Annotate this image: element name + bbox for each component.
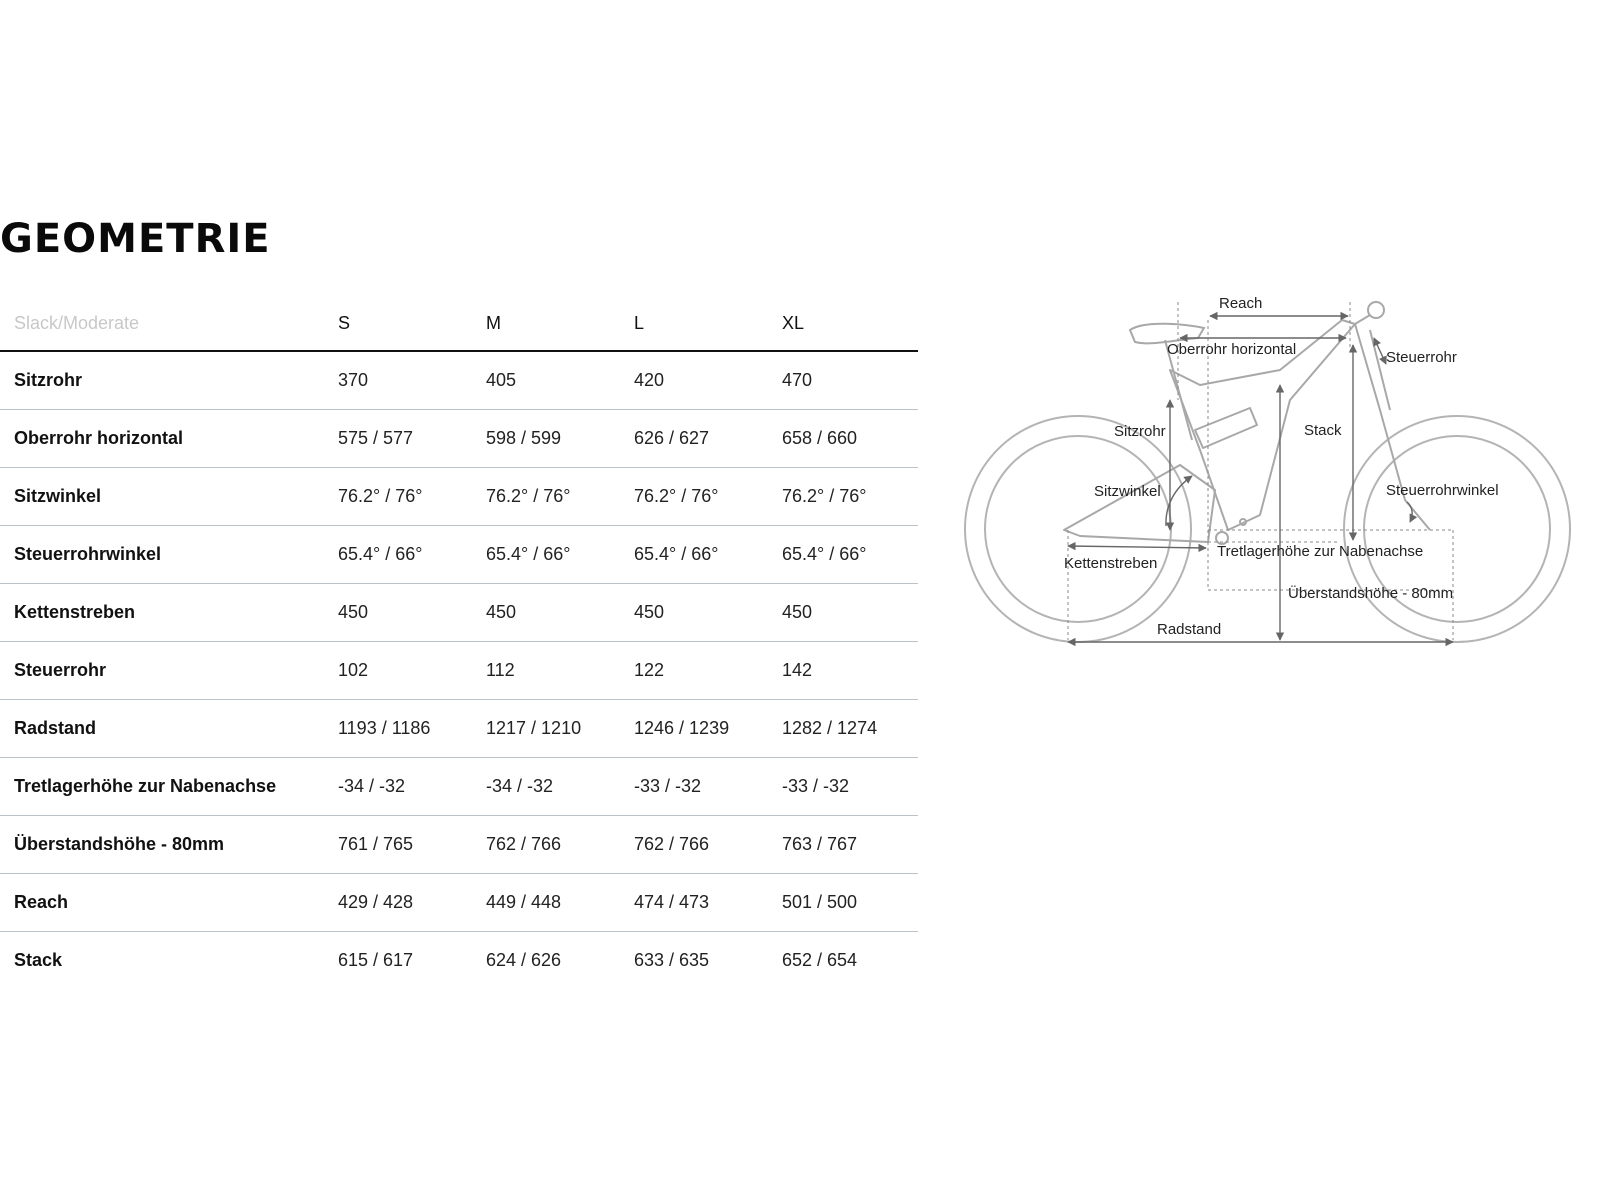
cell-value: 626 / 627 [634,410,782,468]
cell-value: 624 / 626 [486,950,562,970]
row-label: Steuerrohrwinkel [0,526,338,584]
row-label: Tretlagerhöhe zur Nabenachse [0,758,338,816]
table-row [0,468,918,526]
cell-value: 763 / 767 [782,816,918,874]
cell-value: 761 / 765 [338,816,486,874]
bike-illustration [960,290,1600,670]
cell-value: 575 / 577 [338,410,486,468]
label-chainstay: Kettenstreben [1064,555,1158,572]
cell-value: 370 [338,351,486,410]
cell-value: 762 / 766 [486,816,634,874]
cell-value: 615 / 617 [338,950,414,970]
page-title: GEOMETRIE [0,216,271,262]
cell-value: -33 / -32 [782,758,918,816]
row-label: Sitzrohr [0,351,338,410]
table-row [0,932,918,990]
table-row [0,874,918,932]
cell-value: 449 / 448 [486,874,634,932]
table-row [0,351,918,410]
label-stack: Stack [1304,422,1342,439]
cell-value: 102 [338,642,486,700]
cell-value: 76.2° / 76° [338,468,486,526]
cell-value: 450 [634,584,782,642]
cell-value: 112 [486,642,634,700]
cell-value: 142 [782,642,918,700]
cell-value: 450 [486,584,634,642]
label-seat-angle: Sitzwinkel [1094,483,1161,500]
row-label: Radstand [0,700,338,758]
bike-geometry-diagram [960,290,1600,670]
table-row [0,758,918,816]
cell-value: 65.4° / 66° [782,526,918,584]
cell-value: 501 / 500 [782,874,918,932]
row-label: Steuerrohr [0,642,338,700]
row-label: Kettenstreben [0,584,338,642]
label-wheelbase: Radstand [1157,621,1222,638]
row-label: Oberrohr horizontal [0,410,338,468]
handlebar [1355,302,1384,324]
cell-value: 405 [486,351,634,410]
cell-value: 470 [782,351,918,410]
label-seat-tube: Sitzrohr [1114,423,1166,440]
cell-value: 1246 / 1239 [634,700,782,758]
head-angle-arc [1407,502,1412,522]
rear-wheel [965,416,1191,642]
table-row [0,700,918,758]
cell-value: 1193 / 1186 [338,700,486,758]
chainstay-arrow [1068,546,1206,548]
cell-value: -34 / -32 [486,758,634,816]
table-row [0,584,918,642]
cell-value: 474 / 473 [634,874,782,932]
geometry-table [0,296,918,989]
variant-label: Slack/Moderate [0,296,338,351]
size-header-s: S [338,296,486,351]
cell-value: 76.2° / 76° [782,468,918,526]
cell-value: 1217 / 1210 [486,700,634,758]
cell-value: 450 [338,584,486,642]
cell-value: 76.2° / 76° [634,468,782,526]
label-standover: Überstandshöhe - 80mm [1288,585,1454,602]
cell-value: 65.4° / 66° [338,526,486,584]
cell-value: 652 / 654 [782,950,858,970]
size-header-xl: XL [782,296,918,351]
label-top-tube: Oberrohr horizontal [1167,341,1297,358]
cell-value: 420 [634,351,782,410]
table-row [0,526,918,584]
size-header-m: M [486,296,634,351]
table-row [0,816,918,874]
row-label: Reach [0,874,338,932]
cell-value: 65.4° / 66° [486,526,634,584]
cell-value: 1282 / 1274 [782,700,918,758]
size-header-l: L [634,296,782,351]
label-reach: Reach [1219,295,1263,312]
cell-value: -34 / -32 [338,758,486,816]
cell-value: 633 / 635 [634,950,710,970]
cell-value: 65.4° / 66° [634,526,782,584]
label-head-tube: Steuerrohr [1386,349,1457,366]
cell-value: 122 [634,642,782,700]
cell-value: 598 / 599 [486,410,634,468]
cell-value: 429 / 428 [338,874,486,932]
cell-value: 762 / 766 [634,816,782,874]
row-label: Sitzwinkel [0,468,338,526]
cell-value: 450 [782,584,918,642]
label-head-angle: Steuerrohrwinkel [1386,482,1499,499]
cell-value: 76.2° / 76° [486,468,634,526]
row-label: Stack [14,950,63,970]
front-wheel [1344,416,1570,642]
label-bb-drop: Tretlagerhöhe zur Nabenachse [1217,543,1424,560]
row-label: Überstandshöhe - 80mm [0,816,338,874]
table-header-row [0,296,918,351]
cell-value: 658 / 660 [782,410,918,468]
cell-value: -33 / -32 [634,758,782,816]
table-row [0,642,918,700]
table-row [0,410,918,468]
